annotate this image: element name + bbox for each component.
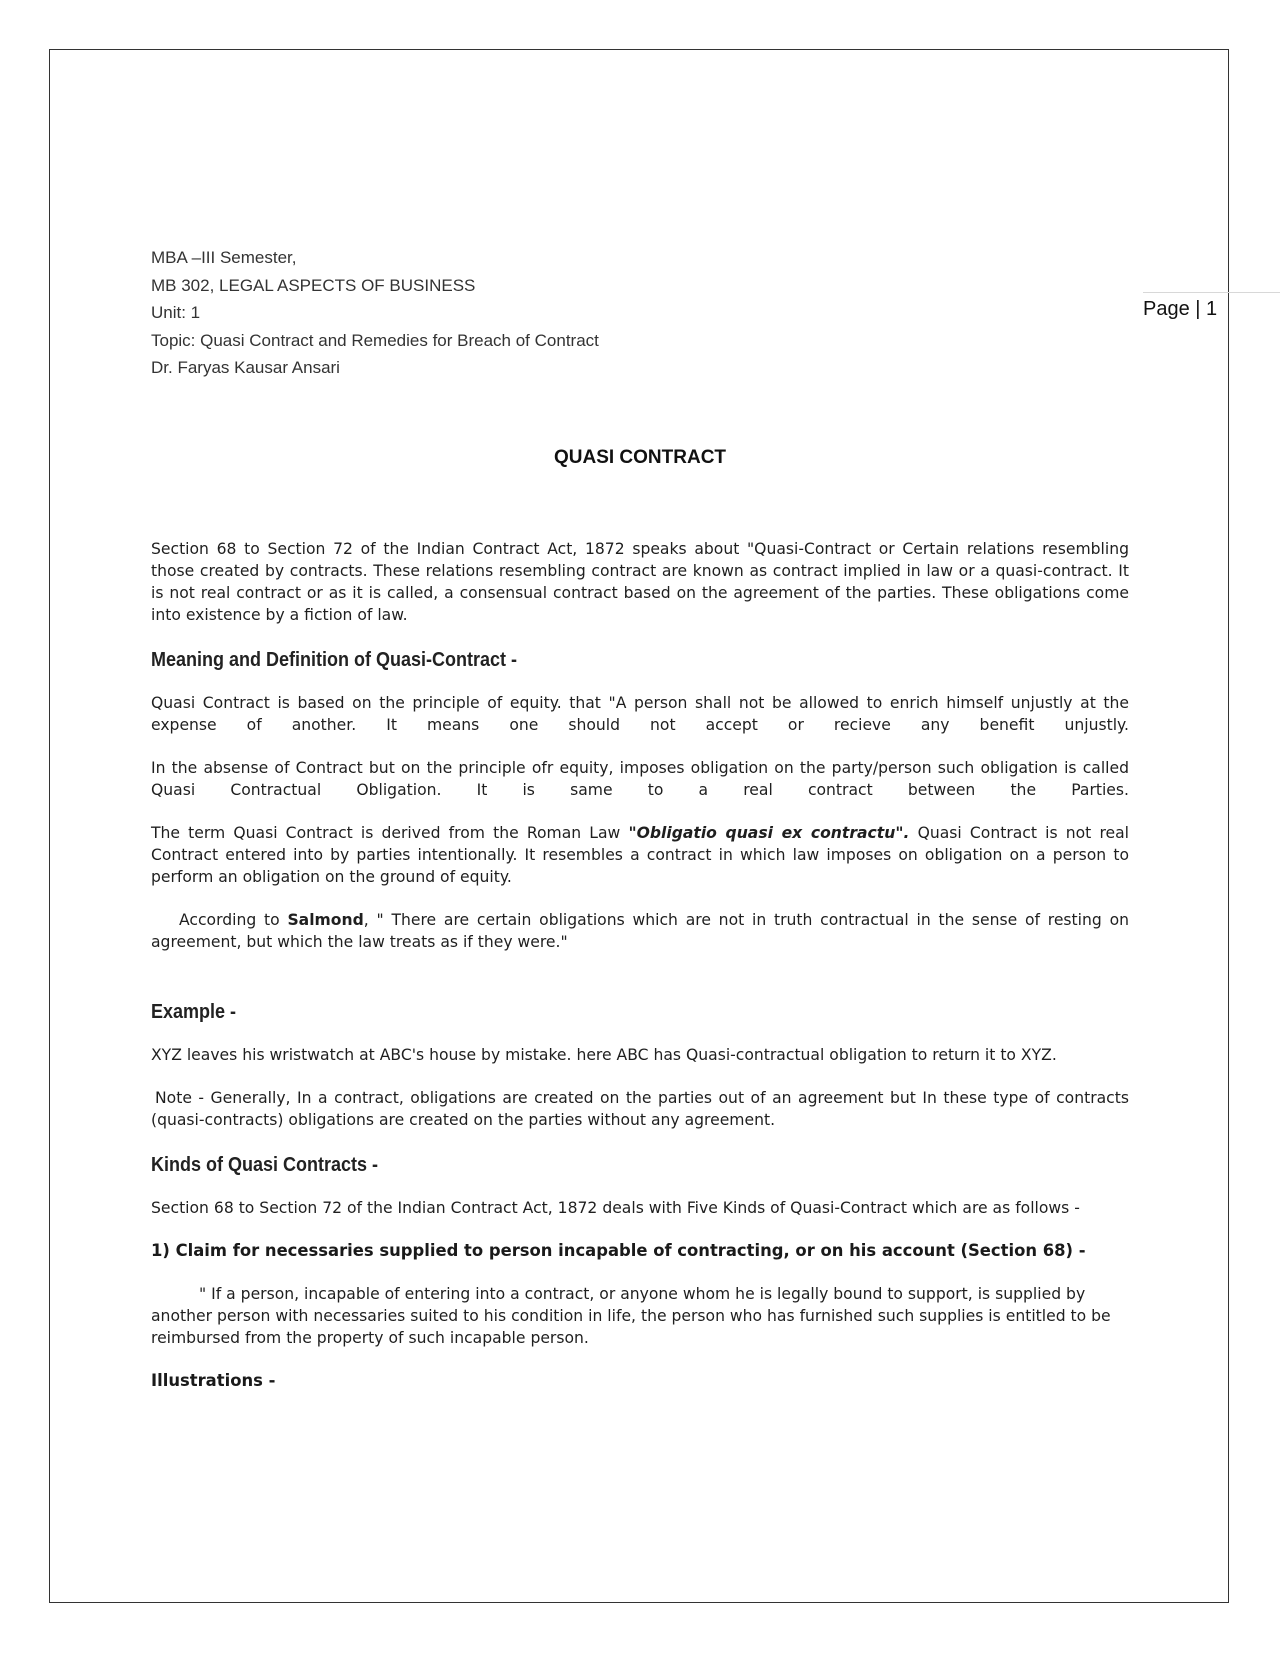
document-header bbox=[151, 244, 599, 382]
example-paragraph: XYZ leaves his wristwatch at ABC's house by mistake. here ABC has Quasi-contractual obligation to return it to XYZ. bbox=[151, 1046, 1057, 1064]
section-68-heading: 1) Claim for necessaries supplied to person incapable of contracting, or on his account (Section 68) - bbox=[151, 1241, 1086, 1260]
intro-paragraph: Section 68 to Section 72 of the Indian Contract Act, 1872 speaks about "Quasi-Contract or Certain relations resembling those created by contracts. These relations resembling contract are known as contract implied in law or a quasi-contract. It is not real contract or as it is called, a consensual contract based on the agreement of the parties. These obligations come into existence by a fiction of law. bbox=[151, 540, 1129, 624]
kinds-paragraph: Section 68 to Section 72 of the Indian Contract Act, 1872 deals with Five Kinds of Quasi-Contract which are as follows - bbox=[151, 1199, 1080, 1217]
document-body bbox=[151, 538, 1129, 1413]
header-topic: Topic: Quasi Contract and Remedies for Breach of Contract bbox=[151, 330, 599, 350]
page-number-rule bbox=[1143, 292, 1280, 293]
salmond-name: Salmond bbox=[287, 911, 364, 929]
meaning-paragraph-1: Quasi Contract is based on the principle of equity. that "A person shall not be allowed to enrich himself unjustly at the expense of another. It means one should not accept or recieve any benefit unjustly. bbox=[151, 694, 1129, 734]
kinds-heading: Kinds of Quasi Contracts - bbox=[151, 1154, 379, 1176]
roman-law-intro: The term Quasi Contract is derived from the Roman Law bbox=[151, 824, 629, 842]
document-title: QUASI CONTRACT bbox=[553, 447, 727, 468]
meaning-heading: Meaning and Definition of Quasi-Contract - bbox=[151, 649, 518, 671]
header-semester: MBA –III Semester, bbox=[151, 248, 297, 267]
note-paragraph: Note - Generally, In a contract, obligations are created on the parties out of an agreement but In these type of contracts (quasi-contracts) obligations are created on the parties without any agreement. bbox=[151, 1089, 1129, 1129]
page-number: Page | 1 bbox=[1143, 298, 1218, 320]
roman-law-term: "Obligatio quasi ex contractu". bbox=[628, 824, 910, 842]
meaning-paragraph-2: In the absense of Contract but on the principle ofr equity, imposes obligation on the party/person such obligation is called Quasi Contractual Obligation. It is same to a real contract between the Parties. bbox=[151, 759, 1129, 799]
illustrations-heading: Illustrations - bbox=[151, 1371, 276, 1390]
section-68-paragraph: " If a person, incapable of entering into a contract, or anyone whom he is legally bound to support, is supplied by another person with necessaries suited to his condition in life, the person who has furnished such supplies is entitled to be reimbursed from the property of such incapable person. bbox=[151, 1285, 1111, 1347]
header-course: MB 302, LEGAL ASPECTS OF BUSINESS bbox=[151, 275, 476, 295]
roman-law-explanation: Quasi Contract is not real Contract entered into by parties intentionally. It resembles a contract in which law imposes on obligation on a person to perform an obligation on the ground of equity. bbox=[151, 824, 1130, 886]
salmond-intro: According to bbox=[179, 911, 288, 929]
example-heading: Example - bbox=[151, 1001, 237, 1023]
salmond-quote-paragraph bbox=[151, 909, 1129, 953]
header-author: Dr. Faryas Kausar Ansari bbox=[151, 358, 340, 378]
header-unit: Unit: 1 bbox=[151, 303, 201, 323]
meaning-paragraph-3 bbox=[151, 822, 1129, 888]
salmond-quote: , " There are certain obligations which are not in truth contractual in the sense of resting on agreement, but which the law treats as if they were." bbox=[151, 911, 1129, 951]
